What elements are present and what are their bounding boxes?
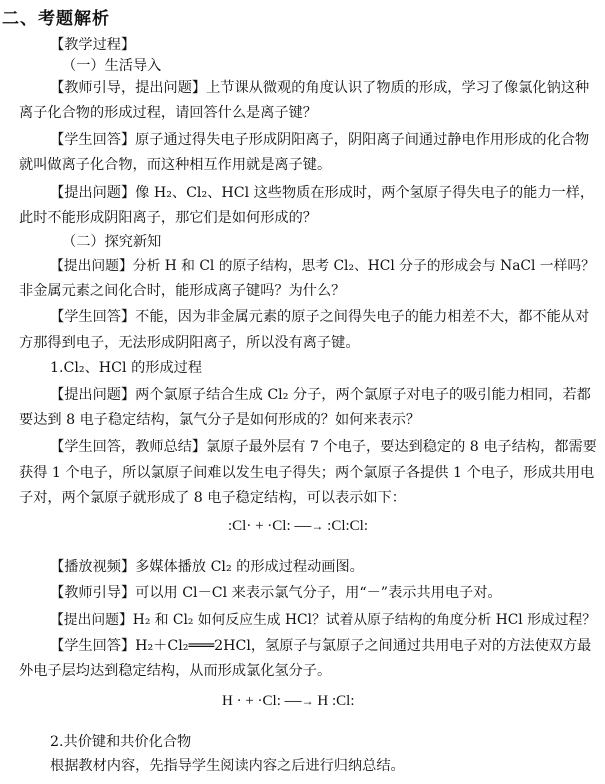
cl2-electron-dot-formula <box>228 518 368 535</box>
paragraph-line: 【教师引导，提出问题】上节课从微观的角度认识了物质的形成，学习了像氯化钠这种 <box>50 80 590 96</box>
paragraph-line: 【学生回答，教师总结】氯原子最外层有 7 个电子，要达到稳定的 8 电子结构，都需要 <box>50 439 597 455</box>
formula-product: H :Cl: <box>317 693 355 709</box>
paragraph-line: 【学生回答】原子通过得失电子形成阴阳离子，阴阳离子间通过静电作用形成的化合物 <box>50 132 590 148</box>
paragraph-line: 非金属元素之间化合时，能形成离子键吗？为什么？ <box>19 283 346 299</box>
numbered-subheading: 2.共价键和共价化合物 <box>50 734 192 750</box>
paragraph-line: 【教师引导】可以用 Cl－Cl 来表示氯气分子，用“－”表示共用电子对。 <box>50 585 502 601</box>
subsection-heading: （二）探究新知 <box>62 234 162 250</box>
formula-reactants: :Cl· + ·Cl: <box>228 518 291 534</box>
formula-reactants: H · + ·Cl: <box>222 693 281 709</box>
paragraph-line: 外电子层均达到稳定结构，从而形成氯化氢分子。 <box>19 663 332 679</box>
paragraph-line: 【提出问题】H₂ 和 Cl₂ 如何反应生成 HCl？试着从原子结构的角度分析 HCl 形成过程？ <box>50 612 597 628</box>
paragraph-line: 获得 1 个电子，所以氯原子间难以发生电子得失；两个氯原子各提供 1 个电子，形成共用电 <box>19 465 595 481</box>
paragraph-line: 【教学过程】 <box>50 37 136 53</box>
paragraph-line: 离子化合物的形成过程，请回答什么是离子键？ <box>19 105 317 121</box>
paragraph-line: 【提出问题】两个氯原子结合生成 Cl₂ 分子，两个氯原子对电子的吸引能力相同，若都 <box>50 387 591 403</box>
formula-arrow: ──→ <box>294 519 324 533</box>
paragraph-line: 【学生回答】H₂＋Cl₂═══2HCl，氢原子与氯原子之间通过共用电子对的方法使双方最 <box>50 638 592 654</box>
subsection-heading: （一）生活导入 <box>62 58 162 74</box>
paragraph-line: 【播放视频】多媒体播放 Cl₂ 的形成过程动画图。 <box>50 559 364 575</box>
paragraph-line: 子对，两个氯原子就形成了 8 电子稳定结构，可以表示如下： <box>19 490 406 506</box>
numbered-subheading: 1.Cl₂、HCl 的形成过程 <box>50 360 203 376</box>
paragraph-line: 【学生回答】不能，因为非金属元素的原子之间得失电子的能力相差不大，都不能从对 <box>50 309 590 325</box>
paragraph-line: 根据教材内容，先指导学生阅读内容之后进行归纳总结。 <box>50 758 405 774</box>
paragraph-line: 要达到 8 电子稳定结构，氯气分子是如何形成的？如何来表示？ <box>19 412 421 428</box>
paragraph-line: 方那得到电子，无法形成阴阳离子，所以没有离子键。 <box>19 335 360 351</box>
paragraph-line: 就叫做离子化合物，而这种相互作用就是离子键。 <box>19 157 332 173</box>
section-heading: 二、考题解析 <box>2 9 110 29</box>
paragraph-line: 【提出问题】分析 H 和 Cl 的原子结构，思考 Cl₂、HCl 分子的形成会与 NaCl 一样吗？ <box>50 258 595 274</box>
formula-product: :Cl:Cl: <box>327 518 369 534</box>
paragraph-line: 此时不能形成阴阳离子，那它们是如何形成的？ <box>19 210 317 226</box>
formula-arrow: ──→ <box>284 694 314 708</box>
hcl-electron-dot-formula <box>222 693 354 710</box>
paragraph-line: 【提出问题】像 H₂、Cl₂、HCl 这些物质在形成时，两个氢原子得失电子的能力一样， <box>50 185 595 201</box>
